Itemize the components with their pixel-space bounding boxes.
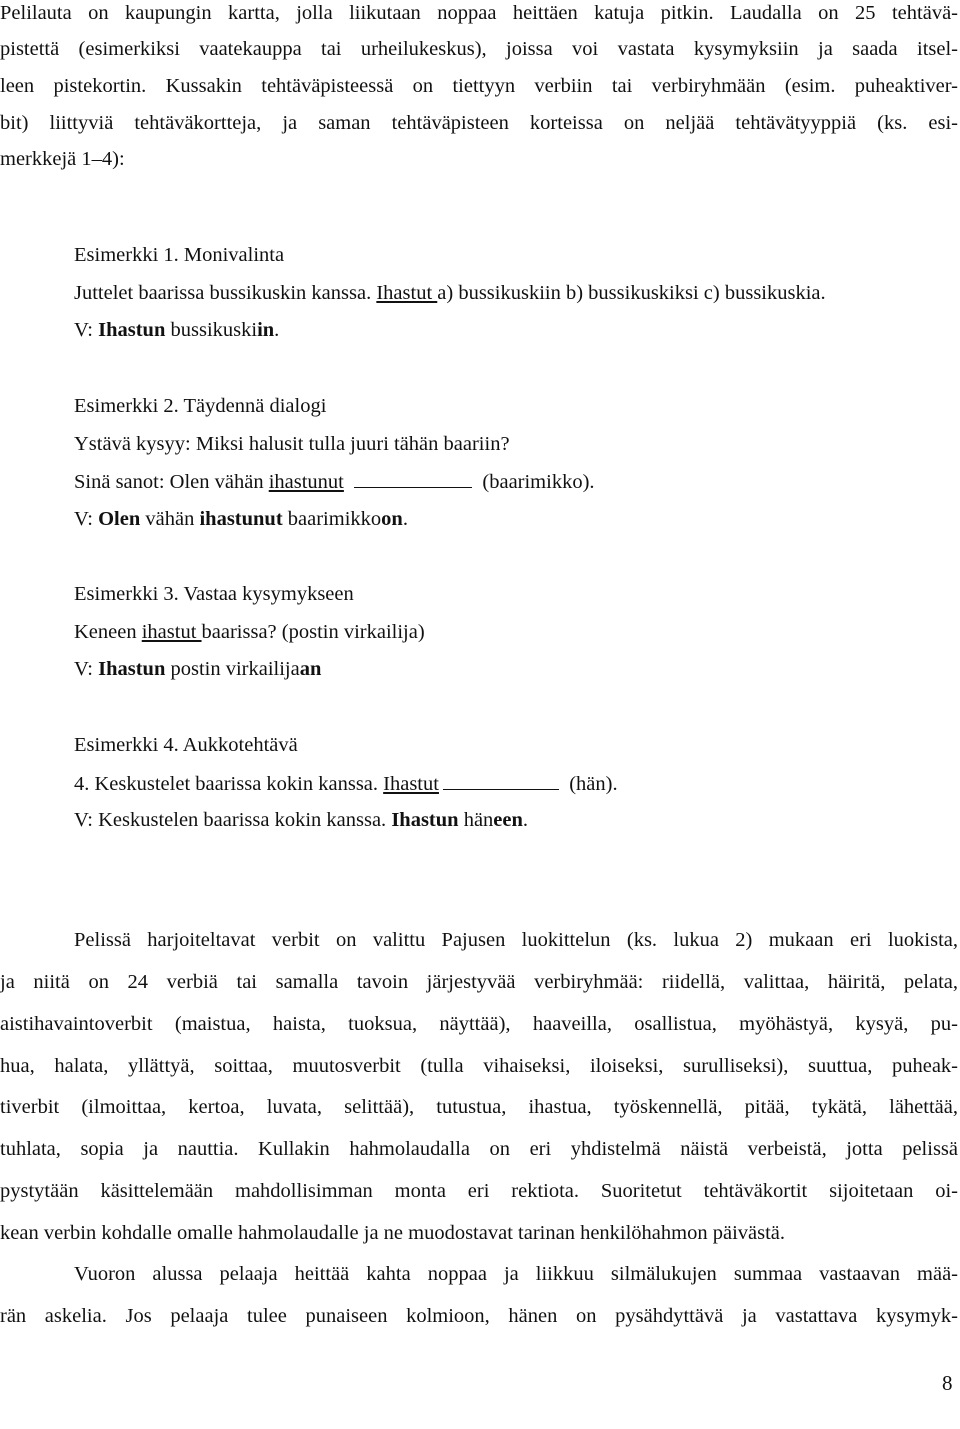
example-question: 4. Keskustelet baarissa kokin kanssa. Ihastut (hän). [74,773,618,795]
text-line: Vuoron alussa pelaaja heittää kahta noppaa ja liikkuu silmälukujen summaa vastaavan mää- [74,1263,958,1285]
text-line: tiverbit (ilmoittaa, kertoa, luvata, selittää), tutustua, ihastua, työskennellä, pitää, tykätä, lähettää, [0,1096,958,1118]
example-question: Juttelet baarissa bussikuskin kanssa. Ihastut a) bussikuskiin b) bussikuskiksi c) bussikuskia. [74,282,826,304]
text-line: tuhlata, sopia ja nauttia. Kullakin hahmolaudalla on eri yhdistelmä näistä verbeistä, jotta pelissä [0,1138,958,1160]
text-line: Pelissä harjoiteltavat verbit on valittu Pajusen luokittelun (ks. lukua 2) mukaan eri luokista, [74,929,958,951]
text-line: bit) liittyviä tehtäväkortteja, ja saman tehtäväpisteen korteissa on neljää tehtävätyyppiä (ks. esi- [0,112,958,134]
text-line: merkkejä 1–4): [0,148,125,170]
example-answer: V: Keskustelen baarissa kokin kanssa. Ihastun häneen. [74,809,529,831]
text-line: rän askelia. Jos pelaaja tulee punaiseen kolmioon, hänen on pysähdyttävä ja vastattava kysymyk- [0,1305,958,1327]
example-heading: Esimerkki 3. Vastaa kysymykseen [74,583,354,605]
example-heading: Esimerkki 1. Monivalinta [74,244,285,266]
page-number: 8 [942,1371,953,1395]
text-line: aistihavaintoverbit (maistua, haista, tuoksua, näyttää), haaveilla, osallistua, myöhästyä, kysyä, pu- [0,1013,958,1035]
example-heading: Esimerkki 2. Täydennä dialogi [74,395,327,417]
text-line: hua, halata, yllättyä, soittaa, muutosverbit (tulla vihaiseksi, iloiseksi, surulliseksi), suuttua, puheak- [0,1055,958,1077]
example-question: Sinä sanot: Olen vähän ihastunut (baarimikko). [74,471,595,493]
answer-blank[interactable] [354,469,472,488]
example-answer: V: Olen vähän ihastunut baarimikkoon. [74,508,408,530]
example-question: Keneen ihastut baarissa? (postin virkailija) [74,621,425,643]
text-line: kean verbin kohdalle omalle hahmolaudalle ja ne muodostavat tarinan henkilöhahmon päivästä. [0,1222,786,1244]
text-line: pystytään käsittelemään mahdollisimman monta eri rektiota. Suoritetut tehtäväkortit sijoitetaan oi- [0,1180,958,1202]
example-question: Ystävä kysyy: Miksi halusit tulla juuri tähän baariin? [74,433,510,455]
example-heading: Esimerkki 4. Aukkotehtävä [74,734,298,756]
answer-blank[interactable] [443,771,559,790]
text-line: ja niitä on 24 verbiä tai samalla tavoin järjestyvää verbiryhmää: riidellä, valittaa, häiritä, pelata, [0,971,958,993]
text-line: Pelilauta on kaupungin kartta, jolla liikutaan noppaa heittäen katuja pitkin. Laudalla on 25 tehtävä- [0,2,958,24]
text-line: pistettä (esimerkiksi vaatekauppa tai urheilukeskus), joissa voi vastata kysymyksiin ja saada itsel- [0,38,958,60]
example-answer: V: Ihastun bussikuskiin. [74,319,280,341]
text-line: leen pistekortin. Kussakin tehtäväpisteessä on tiettyyn verbiin tai verbiryhmään (esim. puheaktiver- [0,75,958,97]
example-answer: V: Ihastun postin virkailijaan [74,658,322,680]
